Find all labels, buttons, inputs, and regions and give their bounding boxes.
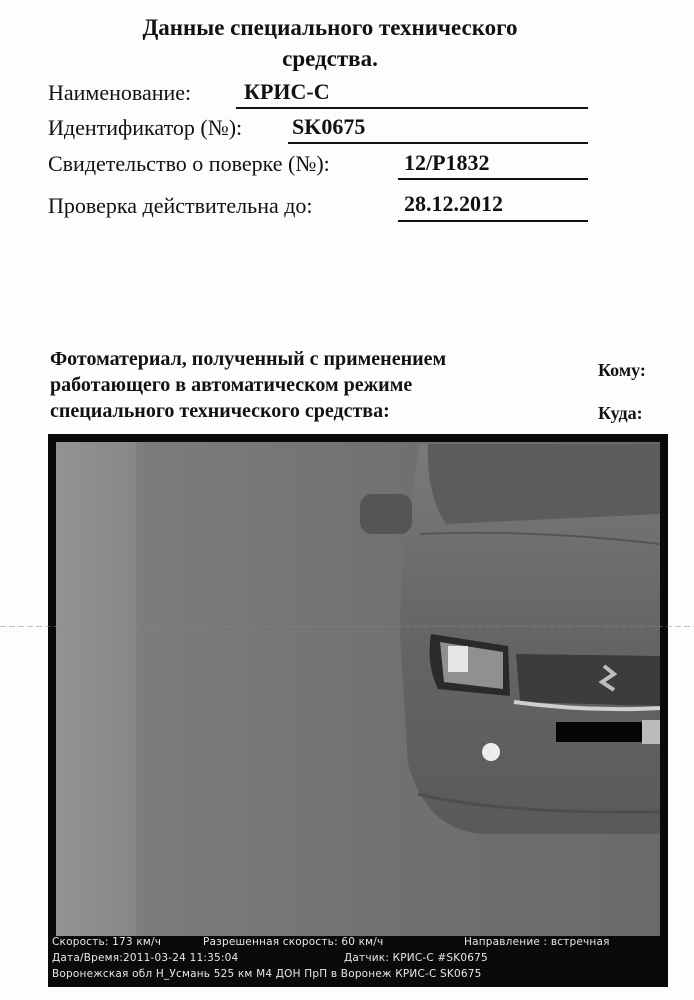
underline-name <box>236 107 588 109</box>
photo-caption <box>50 346 570 424</box>
overlay-sensor: Датчик: КРИС-С #SK0675 <box>344 952 488 964</box>
photo-caption-line-3: специального технического средства: <box>50 400 390 422</box>
field-value-id: SK0675 <box>292 114 366 139</box>
title-line-2: средства. <box>282 46 378 71</box>
underline-valid-until <box>398 220 588 222</box>
overlay-direction: Направление : встречная <box>464 936 610 948</box>
where-label: Куда: <box>598 403 643 423</box>
field-label-valid-until: Проверка действительна до: <box>48 193 313 218</box>
paper-fold-line <box>0 626 694 627</box>
field-value-valid-until: 28.12.2012 <box>404 191 503 216</box>
overlay-allowed-speed: Разрешенная скорость: 60 км/ч <box>203 936 384 948</box>
underline-id <box>288 142 588 144</box>
camera-photo-image <box>48 434 668 987</box>
field-label-name: Наименование: <box>48 80 192 105</box>
overlay-datetime: Дата/Время:2011-03-24 11:35:04 <box>52 952 239 964</box>
to-label: Кому: <box>598 360 646 380</box>
overlay-location: Воронежская обл Н_Усмань 525 км М4 ДОН ПрП в Воронеж КРИС-С SK0675 <box>52 968 482 980</box>
field-label-id: Идентификатор (№): <box>48 115 243 140</box>
photo-caption-line-1: Фотоматериал, полученный с применением <box>50 348 447 370</box>
document-title <box>60 12 600 74</box>
field-value-certificate: 12/P1832 <box>404 150 490 175</box>
field-label-certificate: Свидетельство о поверке (№): <box>48 151 330 176</box>
title-line-1: Данные специального технического <box>142 15 518 40</box>
photo-caption-line-2: работающего в автоматическом режиме <box>50 374 413 396</box>
camera-photo <box>48 434 668 987</box>
underline-certificate <box>398 178 588 180</box>
field-value-name: КРИС-С <box>244 79 330 104</box>
overlay-speed: Скорость: 173 км/ч <box>52 936 162 948</box>
